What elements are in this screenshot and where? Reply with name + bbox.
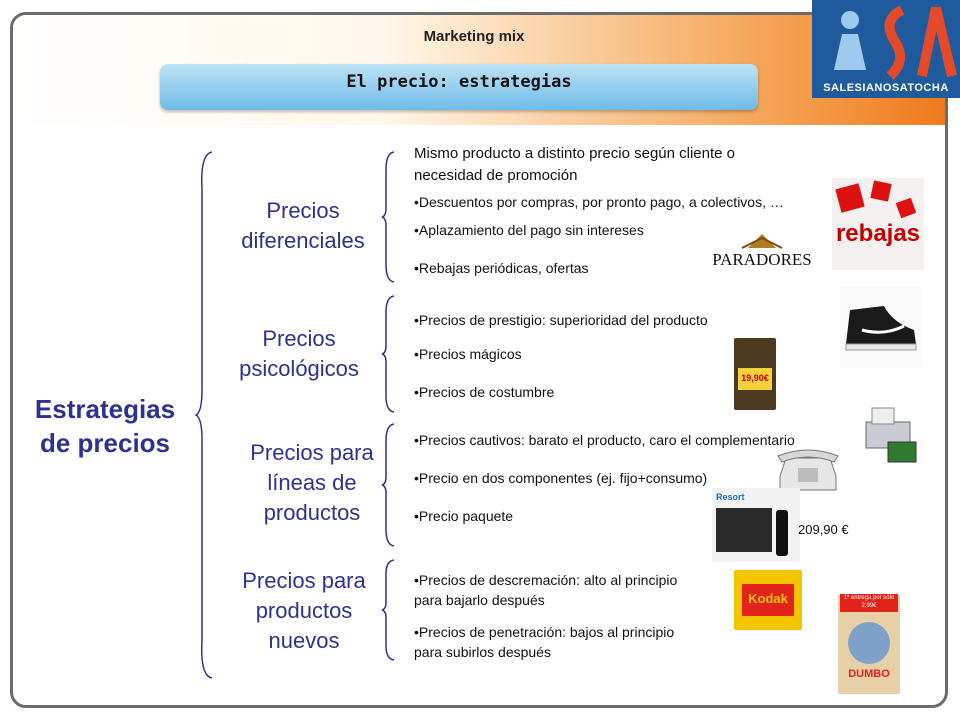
dumbo-image	[838, 594, 900, 694]
category-line: Precios para	[242, 568, 366, 593]
printer-image	[860, 404, 922, 464]
telephone-icon	[774, 446, 842, 494]
paradores-crown-icon	[708, 230, 816, 250]
brace-nuevos	[382, 558, 396, 662]
dumbo-text: DUMBO	[848, 668, 890, 680]
rebajas-text: rebajas	[835, 220, 921, 247]
item-text: •Precios cautivos: barato el producto, caro el complementario	[414, 432, 795, 448]
rebajas-tag-icon	[870, 180, 891, 201]
category-line: psicológicos	[239, 356, 359, 381]
item-text: •Descuentos por compras, por pronto pago, a colectivos, …	[414, 194, 784, 210]
main-label-line-1: Estrategias	[34, 394, 176, 424]
main-brace	[196, 150, 216, 680]
price-label: 209,90 €	[798, 522, 849, 537]
item-text: •Precios de penetración: bajos al principio	[414, 624, 675, 640]
category-line: Precios	[262, 326, 336, 351]
wii-text: Resort	[716, 492, 745, 502]
sneaker-image	[840, 286, 922, 368]
main-label-line-2: de precios	[39, 428, 171, 458]
category-psicologicos	[224, 324, 374, 384]
item-text: necesidad de promoción	[414, 167, 578, 184]
wii-image	[712, 488, 800, 562]
category-diferenciales	[228, 196, 378, 256]
sneaker-icon	[840, 286, 922, 368]
category-nuevos	[228, 566, 380, 656]
item-text: •Precio en dos componentes (ej. fijo+consumo)	[414, 470, 708, 486]
slide-title: El precio: estrategias	[346, 72, 572, 92]
price-tag-image	[734, 338, 776, 410]
item-text: •Precios de costumbre	[414, 384, 555, 400]
category-line: líneas de	[267, 470, 357, 495]
logo-figures-icon	[812, 0, 960, 80]
logo-text: SALESIANOSATOCHA	[823, 82, 949, 94]
item-text: para bajarlo después	[414, 592, 545, 608]
category-line: Precios para	[250, 440, 374, 465]
paradores-logo	[708, 230, 816, 274]
wii-remote	[776, 510, 788, 556]
category-line: nuevos	[268, 628, 340, 653]
item-text: •Precio paquete	[414, 508, 514, 524]
item-text: •Rebajas periódicas, ofertas	[414, 260, 589, 276]
item-text: Mismo producto a distinto precio según cliente o	[414, 145, 736, 162]
category-line: diferenciales	[241, 228, 365, 253]
category-line: productos	[263, 500, 361, 525]
header-subtitle: Marketing mix	[423, 28, 525, 45]
printer-icon	[860, 404, 922, 464]
category-line: Precios	[266, 198, 340, 223]
brace-psicologicos	[382, 294, 396, 414]
main-label	[20, 392, 190, 460]
item-text: •Precios mágicos	[414, 346, 522, 362]
phone-image	[774, 446, 842, 494]
brace-diferenciales	[382, 150, 396, 284]
item-text: •Precios de descremación: alto al principio	[414, 572, 678, 588]
kodak-logo	[734, 570, 802, 630]
category-line: productos	[255, 598, 353, 623]
wii-box	[716, 508, 772, 552]
rebajas-tag-icon	[835, 183, 864, 212]
paradores-text: PARADORES	[712, 250, 812, 269]
item-text: para subirlos después	[414, 644, 551, 660]
item-text: •Aplazamiento del pago sin intereses	[414, 222, 644, 238]
kodak-text: Kodak	[748, 591, 788, 606]
rebajas-tag-icon	[896, 198, 917, 219]
rebajas-image	[832, 178, 924, 270]
dumbo-banner: 1ª entrega por sólo 2,99€	[840, 594, 898, 612]
item-text: •Precios de prestigio: superioridad del producto	[414, 312, 708, 328]
price-tag-text: 19,90€	[741, 373, 769, 383]
salesianos-logo	[812, 0, 960, 98]
dumbo-elephant-icon	[848, 622, 890, 664]
category-lineas	[236, 438, 388, 528]
